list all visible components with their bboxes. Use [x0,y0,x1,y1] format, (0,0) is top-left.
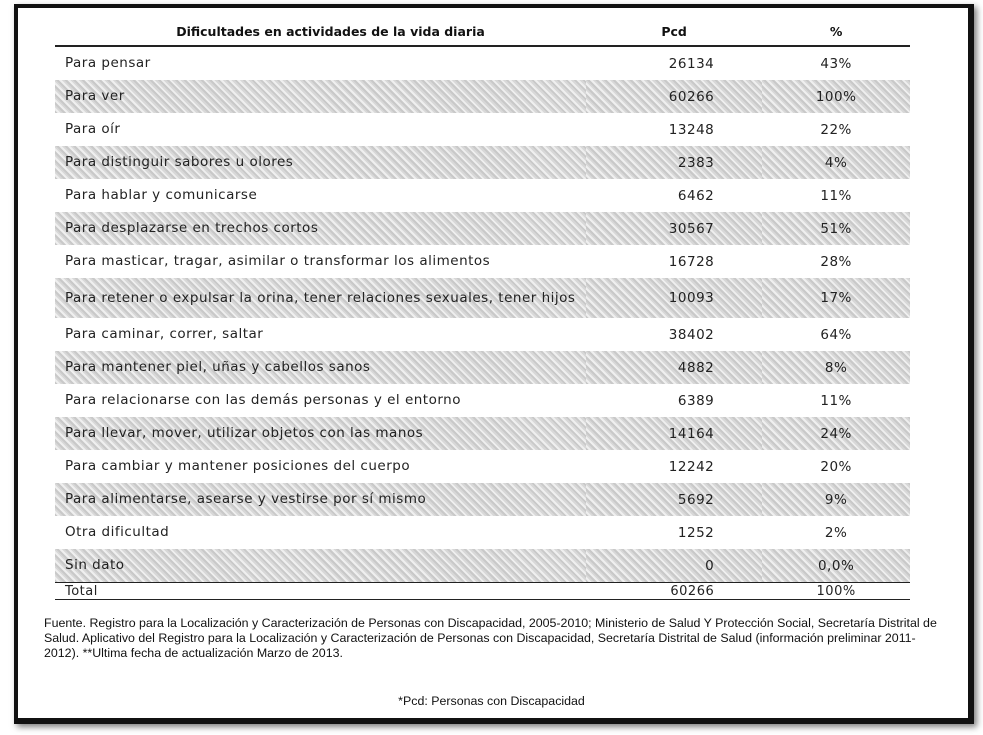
row-label: Para desplazarse en trechos cortos [55,212,586,245]
row-label: Otra dificultad [65,524,170,540]
row-label: Para retener o expulsar la orina, tener relaciones sexuales, tener hijos [55,278,586,318]
total-percent: 100% [762,583,910,600]
row-pcd: 4882 [586,351,762,384]
row-label: Para cambiar y mantener posiciones del cuerpo [65,458,411,474]
row-percent: 20% [820,458,852,475]
row-percent: 22% [820,121,852,138]
table-row [55,384,910,417]
row-percent: 24% [762,417,910,450]
table-row [55,483,910,516]
row-pcd: 60266 [586,80,762,113]
source-note: Fuente. Registro para la Localización y Caracterización de Personas con Discapacidad, 2005-2010; Ministerio de Salud Y Protección Social, Secretaría Distrital de Salud. Aplicativo del Registro para la Localización y Caracterización de Personas con Discapacidad, Secretaría Distrital de Salud (información preliminar 2011-2012). **Ultima fecha de actualización Marzo de 2013. [44,616,937,661]
row-percent: 100% [762,80,910,113]
row-percent: 2% [824,524,848,541]
total-row [55,583,910,600]
row-pcd: 13248 [668,121,715,138]
table-row [55,80,910,113]
row-label: Para masticar, tragar, asimilar o transformar los alimentos [65,253,491,269]
table-row [55,179,910,212]
table-row [55,549,910,583]
table-row [55,417,910,450]
row-percent: 8% [762,351,910,384]
row-percent: 43% [820,55,852,72]
row-percent: 0,0% [762,549,910,583]
row-pcd: 38402 [668,326,715,343]
table-row [55,318,910,351]
table-row [55,46,910,80]
table-row [55,146,910,179]
row-label: Para mantener piel, uñas y cabellos sanos [55,351,586,384]
row-percent: 17% [762,278,910,318]
row-percent: 4% [762,146,910,179]
row-pcd: 30567 [586,212,762,245]
row-pcd: 12242 [668,458,715,475]
row-pcd: 14164 [586,417,762,450]
table-row [55,450,910,483]
table-row [55,212,910,245]
row-label: Para hablar y comunicarse [65,187,258,203]
row-label: Para ver [55,80,586,113]
row-percent: 64% [820,326,852,343]
row-label: Sin dato [55,549,586,583]
row-pcd: 10093 [586,278,762,318]
row-label: Para alimentarse, asearse y vestirse por sí mismo [55,483,586,516]
row-pcd: 16728 [668,253,715,270]
row-label: Para oír [65,121,121,137]
table-header-row [55,16,910,46]
table-row [55,278,910,318]
row-pcd: 0 [586,549,762,583]
difficulties-table [55,16,910,600]
row-label: Para distinguir sabores u olores [55,146,586,179]
row-label: Para relacionarse con las demás personas y el entorno [65,392,461,408]
header-activity: Dificultades en actividades de la vida diaria [55,16,586,46]
total-label: Total [55,583,586,600]
table-row [55,113,910,146]
header-percent: % [762,16,910,46]
row-percent: 51% [762,212,910,245]
row-pcd: 26134 [668,55,715,72]
table-row [55,351,910,384]
row-percent: 11% [820,187,852,204]
row-label: Para pensar [65,55,151,71]
row-pcd: 6462 [677,187,715,204]
header-pcd: Pcd [586,16,762,46]
row-pcd: 1252 [677,524,715,541]
row-label: Para caminar, correr, saltar [65,326,264,342]
row-pcd: 6389 [677,392,715,409]
table-row [55,245,910,278]
row-percent: 28% [820,253,852,270]
row-percent: 11% [820,392,852,409]
footnote: *Pcd: Personas con Discapacidad [398,694,585,708]
row-pcd: 2383 [586,146,762,179]
row-percent: 9% [762,483,910,516]
row-label: Para llevar, mover, utilizar objetos con las manos [55,417,586,450]
table-row [55,516,910,549]
total-pcd: 60266 [586,583,762,600]
row-pcd: 5692 [586,483,762,516]
